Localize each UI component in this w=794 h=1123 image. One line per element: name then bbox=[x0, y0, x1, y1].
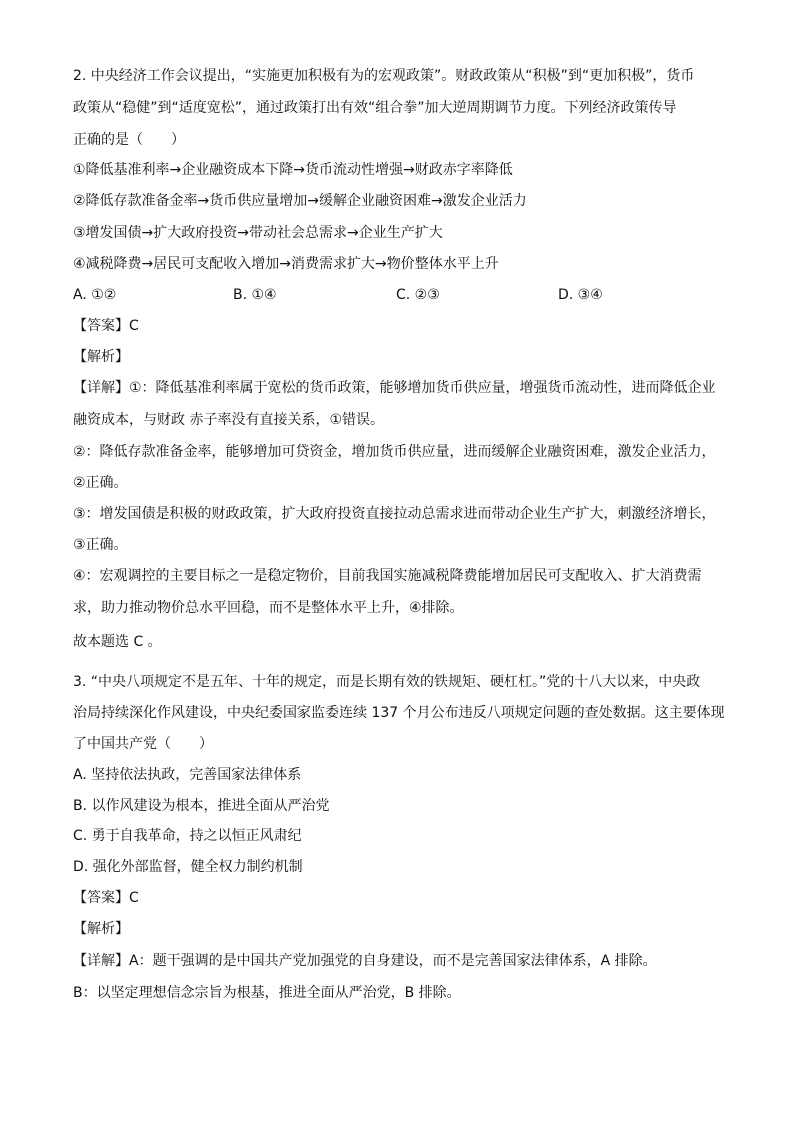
q2-item-2: ②降低存款准备金率→货币供应量增加→缓解企业融资困难→激发企业活力 bbox=[73, 193, 527, 209]
q2-item-4: ④减税降费→居民可支配收入增加→消费需求扩大→物价整体水平上升 bbox=[73, 256, 499, 272]
q3-stem-line-1: 3. “中央八项规定不是五年、十年的规定，而是长期有效的铁规矩、硬杠杠。”党的十八大以来，中央政 bbox=[73, 674, 701, 690]
q2-item-1: ①降低基准利率→企业融资成本下降→货币流动性增强→财政赤字率降低 bbox=[73, 162, 513, 178]
q3-option-c: C. 勇于自我革命，持之以恒正风肃纪 bbox=[73, 828, 302, 844]
q3-option-a: A. 坚持依法执政，完善国家法律体系 bbox=[73, 767, 302, 783]
q2-detail-line-6: ③正确。 bbox=[73, 537, 128, 553]
q2-option-c: C. ②③ bbox=[396, 287, 440, 303]
q3-analysis-label: 【解析】 bbox=[73, 921, 129, 937]
q2-stem-line-1: 2. 中央经济工作会议提出，“实施更加积极有为的宏观政策”。财政政策从“积极”到“更加积极”，货币 bbox=[73, 68, 695, 84]
q2-option-b: B. ①④ bbox=[233, 287, 277, 303]
q3-answer: 【答案】C bbox=[73, 890, 139, 906]
q2-detail-line-5: ③：增发国债是积极的财政政策，扩大政府投资直接拉动总需求进而带动企业生产扩大，刺激经济增长， bbox=[73, 506, 716, 522]
q3-option-d: D. 强化外部监督，健全权力制约机制 bbox=[73, 859, 303, 875]
q2-option-a: A. ①② bbox=[73, 287, 117, 303]
q2-detail-line-4: ②正确。 bbox=[73, 475, 128, 491]
q2-detail-line-7: ④：宏观调控的主要目标之一是稳定物价，目前我国实施减税降费能增加居民可支配收入、扩大消费需 bbox=[73, 568, 702, 584]
q3-option-b: B. 以作风建设为根本，推进全面从严治党 bbox=[73, 798, 330, 814]
q3-detail-line-2: B：以坚定理想信念宗旨为根基，推进全面从严治党，B 排除。 bbox=[73, 985, 461, 1001]
q2-detail-line-2: 融资成本，与财政 赤子率没有直接关系，①错误。 bbox=[73, 412, 384, 428]
q2-answer: 【答案】C bbox=[73, 318, 139, 334]
q3-stem-line-2: 治局持续深化作风建设，中央纪委国家监委连续 137 个月公布违反八项规定问题的查处数据。这主要体现 bbox=[73, 705, 725, 721]
q2-detail-line-3: ②：降低存款准备金率，能够增加可贷资金，增加货币供应量，进而缓解企业融资困难，激发企业活力， bbox=[73, 444, 716, 460]
q2-detail-line-9: 故本题选 C 。 bbox=[73, 634, 162, 650]
q2-stem-line-2: 政策从“稳健”到“适度宽松”，通过政策打出有效“组合拳”加大逆周期调节力度。下列经济政策传导 bbox=[73, 100, 677, 116]
q2-detail-line-8: 求，助力推动物价总水平回稳，而不是整体水平上升，④排除。 bbox=[73, 600, 464, 616]
q2-stem-line-3: 正确的是（ ） bbox=[73, 132, 185, 148]
q3-stem-line-3: 了中国共产党（ ） bbox=[73, 736, 213, 752]
q2-item-3: ③增发国债→扩大政府投资→带动社会总需求→企业生产扩大 bbox=[73, 225, 443, 241]
q3-detail-line-1: 【详解】A：题干强调的是中国共产党加强党的自身建设，而不是完善国家法律体系，A 排除。 bbox=[73, 953, 657, 969]
q2-analysis-label: 【解析】 bbox=[73, 349, 129, 365]
q2-option-d: D. ③④ bbox=[558, 287, 603, 303]
q2-detail-line-1: 【详解】①：降低基准利率属于宽松的货币政策，能够增加货币供应量，增强货币流动性，进而降低企业 bbox=[73, 380, 716, 396]
